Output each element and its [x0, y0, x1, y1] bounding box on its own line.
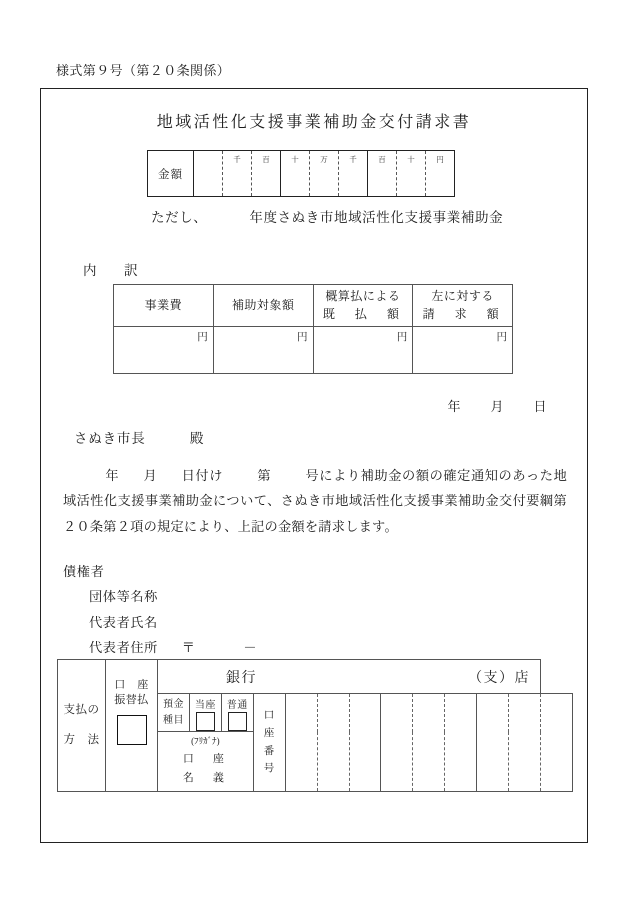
deposit-type-line2: 種目: [162, 714, 184, 726]
branch-word-label: （支）店: [468, 670, 531, 686]
account-digit-cell[interactable]: [349, 694, 381, 792]
tadashi-line: [151, 206, 503, 226]
amount-digit-cell[interactable]: 万: [310, 151, 339, 197]
creditor-org-name-row: [63, 584, 257, 609]
furikae-cell: [106, 660, 158, 792]
body-line2: た地域活性化支援事業補助金について、さぬき市地域活性化支援事業補助金交付要: [63, 468, 568, 509]
breakdown-heading: 内 訳: [83, 263, 145, 278]
amount-row: [148, 151, 455, 197]
creditor-org-name-label: 団体等名称: [89, 589, 158, 605]
body-dai-label: 第: [257, 468, 272, 483]
deposit-type-line1: 預金: [162, 698, 184, 710]
page-title: 地域活性化支援事業補助金交付請求書: [156, 114, 472, 131]
futsu-checkbox[interactable]: [228, 712, 247, 731]
breakdown-cell-hojotaishougaku[interactable]: 円: [213, 327, 313, 374]
touza-option-cell[interactable]: [189, 694, 221, 732]
payment-method-label-line1: 支払の: [63, 703, 100, 716]
body-paragraph: [63, 463, 567, 539]
payment-method-label-line2: 方 法: [63, 733, 100, 746]
amount-digit-cell[interactable]: 円: [426, 151, 455, 197]
amount-digit-cell[interactable]: [194, 151, 223, 197]
header-line1: 補助対象額: [231, 297, 295, 312]
creditor-heading: 債権者: [63, 564, 105, 579]
body-line1-tail: 号により補助金の額の確定通知のあっ: [305, 468, 540, 483]
amount-digit-cell[interactable]: 百: [368, 151, 397, 197]
amount-table: [147, 150, 455, 197]
breakdown-cell-jigyouhi[interactable]: 円: [114, 327, 214, 374]
futsu-option-cell[interactable]: [221, 694, 253, 732]
amount-digit-cell[interactable]: 十: [281, 151, 310, 197]
account-digit-cell[interactable]: [541, 694, 573, 792]
furikae-checkbox[interactable]: [117, 715, 147, 745]
tadashi-text: 年度さぬき市地域活性化支援事業補助金: [249, 210, 504, 225]
furikae-label-line2: 振替払: [114, 694, 149, 707]
body-line3: 綱第２０条第２項の規定により、上記の金額を請求します。: [63, 493, 567, 534]
postal-dash: －: [243, 640, 258, 656]
header-line1: 概算払による: [325, 289, 401, 304]
touza-label: 当座: [194, 700, 216, 711]
addressee-name: さぬき市長: [74, 431, 146, 446]
tadashi-prefix: ただし、: [151, 210, 208, 225]
header-line2: 請 求 額: [422, 306, 503, 321]
furigana-label: (ﾌﾘｶﾞﾅ): [191, 736, 220, 746]
amount-digit-cell[interactable]: 百: [252, 151, 281, 197]
amount-digit-cell[interactable]: 千: [339, 151, 368, 197]
postal-mark-icon: 〒: [181, 640, 196, 656]
account-number-line2: 番 号: [263, 745, 286, 775]
account-holder-label-cell: [158, 732, 254, 792]
body-daytuke-label: 日付け: [181, 468, 223, 483]
account-digit-cell[interactable]: [445, 694, 477, 792]
form-number: 様式第９号（第２０条関係）: [56, 63, 231, 78]
payment-method-label-cell: [58, 660, 106, 792]
account-digit-cell[interactable]: [285, 694, 317, 792]
creditor-rep-address-row: [63, 635, 257, 660]
account-digit-cell[interactable]: [413, 694, 445, 792]
bank-name-inner: [158, 660, 540, 693]
breakdown-header-row: [114, 285, 513, 327]
futsu-label: 普通: [226, 700, 248, 711]
creditor-rep-address-label: 代表者住所: [89, 640, 158, 656]
payment-row-bank: [58, 660, 573, 694]
bank-word-label: 銀行: [226, 670, 257, 686]
date-year-label: 年: [447, 399, 461, 414]
creditor-block: [63, 559, 257, 660]
account-number-label-cell: [253, 694, 285, 792]
breakdown-header-gaisanbarai: [313, 285, 413, 327]
account-digit-cell[interactable]: [509, 694, 541, 792]
addressee-honorific: 殿: [189, 431, 205, 446]
account-digit-cell[interactable]: [381, 694, 413, 792]
breakdown-header-seikyugaku: [413, 285, 513, 327]
header-line2: 既 払 額: [322, 306, 403, 321]
account-digit-cell[interactable]: [477, 694, 509, 792]
account-holder-line2: 名 義: [182, 772, 228, 784]
creditor-rep-name-label: 代表者氏名: [89, 614, 158, 630]
body-month-label: 月: [143, 468, 158, 483]
date-day-label: 日: [533, 399, 547, 414]
account-digit-cell[interactable]: [317, 694, 349, 792]
touza-checkbox[interactable]: [196, 712, 215, 731]
date-month-label: 月: [490, 399, 504, 414]
creditor-rep-name-row: [63, 610, 257, 635]
breakdown-table: [113, 284, 513, 374]
breakdown-value-row: [114, 327, 513, 374]
furikae-label-line1: 口 座: [114, 679, 149, 691]
payment-method-table: [57, 659, 573, 792]
body-year-label: 年: [105, 468, 120, 483]
account-holder-line1: 口 座: [182, 752, 228, 765]
account-number-line1: 口 座: [263, 709, 286, 739]
amount-digit-cell[interactable]: 千: [223, 151, 252, 197]
breakdown-header-jigyouhi: [114, 285, 214, 327]
breakdown-cell-gaisanbarai[interactable]: 円: [313, 327, 413, 374]
bank-name-cell[interactable]: [158, 660, 541, 694]
date-line: [447, 396, 547, 415]
amount-label: 金額: [148, 151, 194, 197]
addressee-line: [74, 427, 204, 447]
amount-digit-cell[interactable]: 十: [397, 151, 426, 197]
breakdown-cell-seikyugaku[interactable]: 円: [413, 327, 513, 374]
header-line1: 事業費: [144, 297, 183, 312]
document-frame: [40, 88, 588, 843]
breakdown-header-hojotaishougaku: [213, 285, 313, 327]
deposit-type-label-cell: [158, 694, 190, 732]
header-line1: 左に対する: [431, 289, 494, 304]
